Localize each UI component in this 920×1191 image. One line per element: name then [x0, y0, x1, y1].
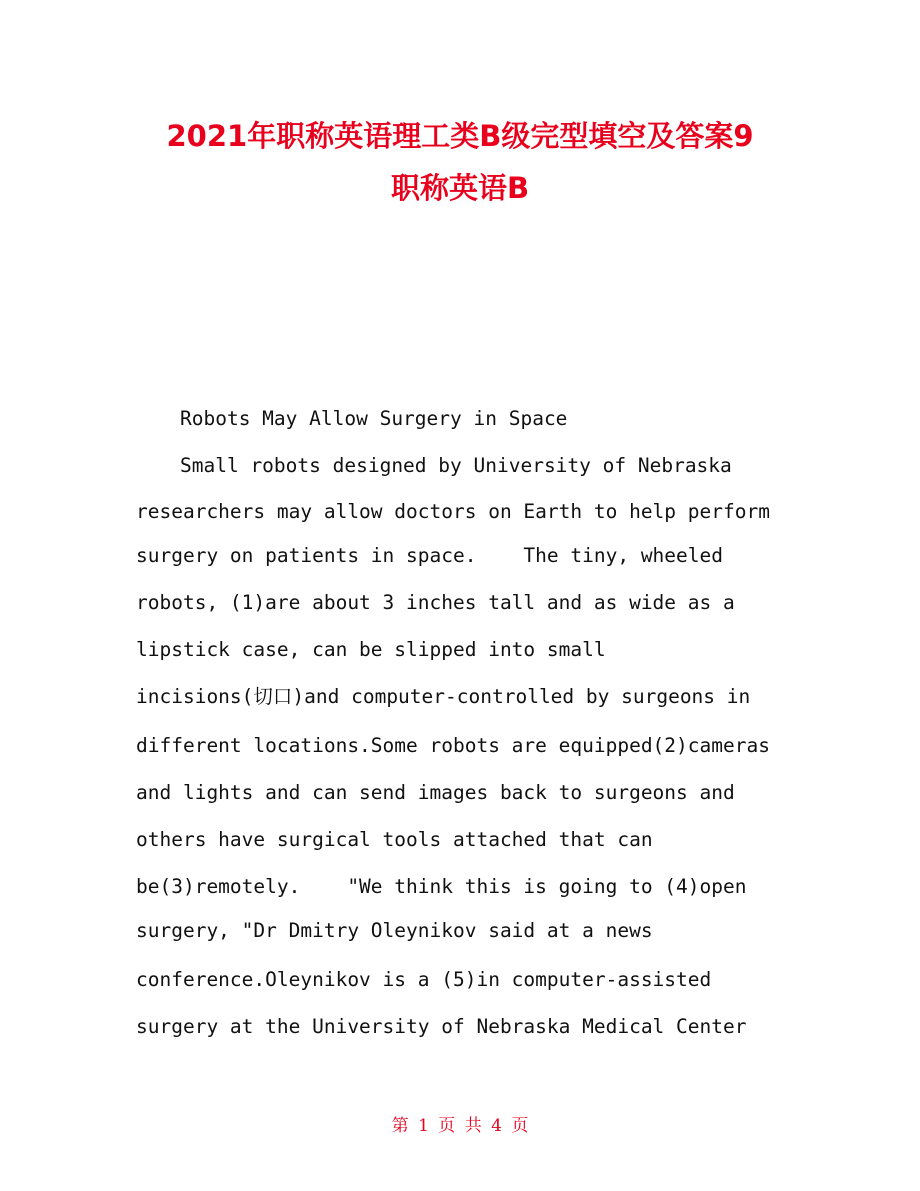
passage-line-11: surgery, "Dr Dmitry Oleynikov said at a news	[136, 919, 653, 942]
passage-line-4: robots, (1)are about 3 inches tall and as wide as a	[136, 591, 735, 614]
passage-line-6: incisions(切口)and computer-controlled by surgeons in	[136, 685, 751, 708]
passage-heading: Robots May Allow Surgery in Space	[180, 407, 568, 430]
document-title-line-2: 职称英语B	[390, 171, 530, 205]
passage-line-2: researchers may allow doctors on Earth to help perform	[136, 500, 770, 523]
passage-line-8: and lights and can send images back to surgeons and	[136, 781, 735, 804]
document-title-line-1: 2021年职称英语理工类B级完型填空及答案9	[166, 119, 754, 153]
passage-line-9: others have surgical tools attached that can	[136, 828, 653, 851]
passage-line-3: surgery on patients in space. The tiny, wheeled	[136, 544, 723, 567]
page-number-footer: 第 1 页 共 4 页	[391, 1116, 529, 1136]
passage-line-13: surgery at the University of Nebraska Medical Center	[136, 1015, 747, 1038]
passage-line-12: conference.Oleynikov is a (5)in computer-assisted	[136, 968, 712, 991]
passage-line-1: Small robots designed by University of Nebraska	[180, 454, 732, 477]
passage-line-7: different locations.Some robots are equipped(2)cameras	[136, 734, 770, 757]
passage-line-5: lipstick case, can be slipped into small	[136, 638, 606, 661]
passage-line-10: be(3)remotely. "We think this is going to (4)open	[136, 875, 747, 898]
